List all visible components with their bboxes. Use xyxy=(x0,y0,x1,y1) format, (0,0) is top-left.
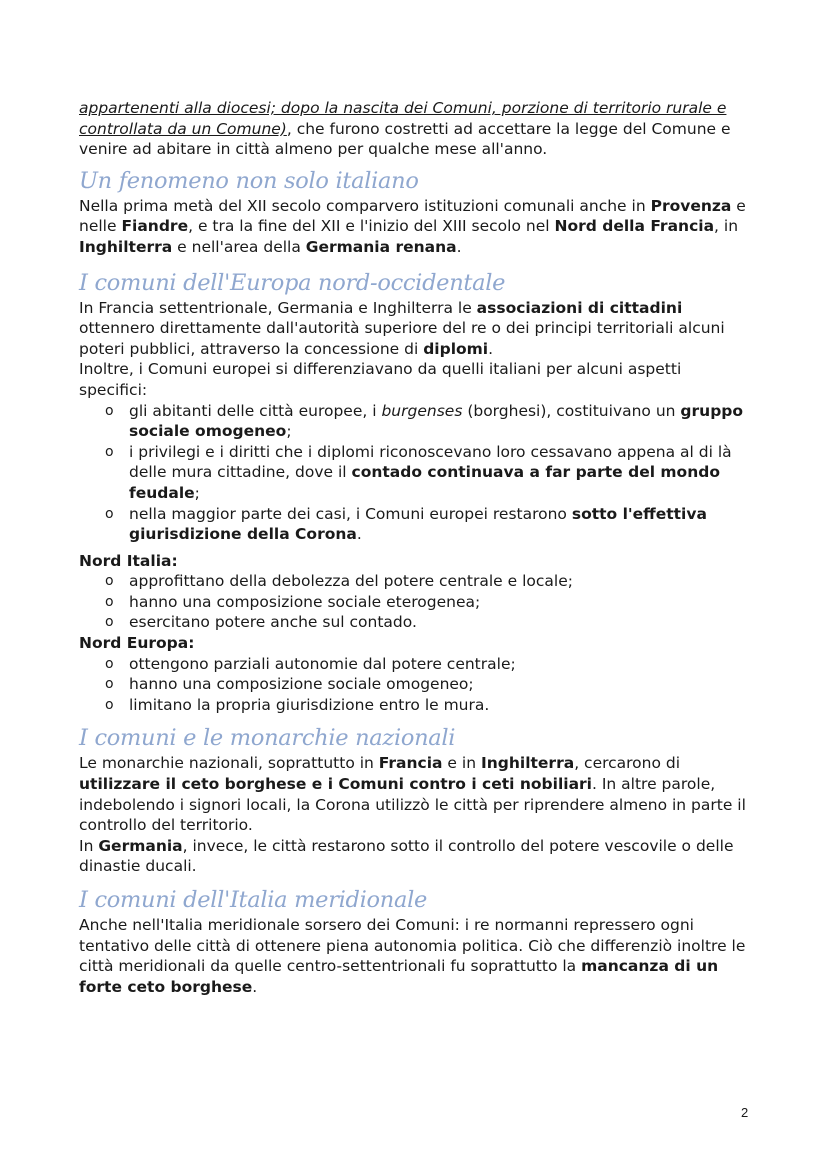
section1-paragraph: Nella prima metà del XII secolo comparvero istituzioni comunali anche in Provenza e nelle Fiandre, e tra la fine del XII e l'inizio del XIII secolo nel Nord della Francia, in Inghilterra e nell'area della Germania renana. xyxy=(79,196,746,256)
list-item: o nella maggior parte dei casi, i Comuni europei restarono sotto l'effettiva giurisdizione della Corona. xyxy=(105,504,751,545)
section-heading-fenomeno: Un fenomeno non solo italiano xyxy=(79,167,419,194)
section-heading-meridionale: I comuni dell'Italia meridionale xyxy=(79,887,428,913)
list-item: o ottengono parziali autonomie dal potere centrale; xyxy=(105,654,751,675)
north-europe-title: Nord Europa: xyxy=(79,634,195,653)
list-item: o limitano la propria giurisdizione entro le mura. xyxy=(105,695,751,716)
page-number: 2 xyxy=(741,1105,749,1120)
intro-underlined-text: appartenenti alla diocesi; dopo la nascita dei Comuni, porzione di territorio rurale e controllata da un Comune) xyxy=(79,99,727,138)
list-item: o approfittano della debolezza del potere centrale e locale; xyxy=(105,571,751,592)
document-page xyxy=(79,98,751,997)
list-item: o hanno una composizione sociale omogeneo; xyxy=(105,674,751,695)
list-item: o i privilegi e i diritti che i diplomi riconoscevano loro cessavano appena al di là delle mura cittadine, dove il contado continuava a far parte del mondo feudale; xyxy=(105,442,751,504)
section2-paragraph: In Francia settentrionale, Germania e Inghilterra le associazioni di cittadini ottennero direttamente dall'autorità superiore del re o dei principi territoriali alcuni poteri pubblici, attraverso la concessione di diplomi. xyxy=(79,298,725,358)
section3-paragraph-2: In Germania, invece, le città restarono sotto il controllo del potere vescovile o delle dinastie ducali. xyxy=(79,836,734,876)
list-item: o hanno una composizione sociale eterogenea; xyxy=(105,592,751,613)
section3-paragraph: Le monarchie nazionali, soprattutto in Francia e in Inghilterra, cercarono di utilizzare il ceto borghese e i Comuni contro i ceti nobiliari. In altre parole, indebolendo i signori locali, la Corona utilizzò le città per riprendere almeno in parte il controllo del territorio. xyxy=(79,754,746,835)
list-item: o esercitano potere anche sul contado. xyxy=(105,612,751,633)
section-heading-monarchie: I comuni e le monarchie nazionali xyxy=(79,725,456,752)
north-europe-list xyxy=(79,654,751,716)
list-item: o gli abitanti delle città europee, i burgenses (borghesi), costituivano un gruppo sociale omogeneo; xyxy=(105,401,751,442)
north-italy-list xyxy=(79,571,751,633)
section4-paragraph: Anche nell'Italia meridionale sorsero dei Comuni: i re normanni repressero ogni tentativo delle città di ottenere piena autonomia politica. Ciò che differenziò inoltre le città meridionali da quelle centro-settentrionali fu soprattutto la mancanza di un forte ceto borghese. xyxy=(79,916,746,996)
intro-paragraph: appartenenti alla diocesi; dopo la nascita dei Comuni, porzione di territorio rurale e controllata da un Comune), che furono costretti ad accettare la legge del Comune e venire ad abitare in città almeno per qualche mese all'anno. xyxy=(79,99,731,159)
differences-list xyxy=(79,401,751,545)
north-italy-title: Nord Italia: xyxy=(79,551,178,570)
section2-paragraph-2: Inoltre, i Comuni europei si differenziavano da quelli italiani per alcuni aspetti specifici: xyxy=(79,360,682,399)
section-heading-europa: I comuni dell'Europa nord-occidentale xyxy=(79,269,506,296)
